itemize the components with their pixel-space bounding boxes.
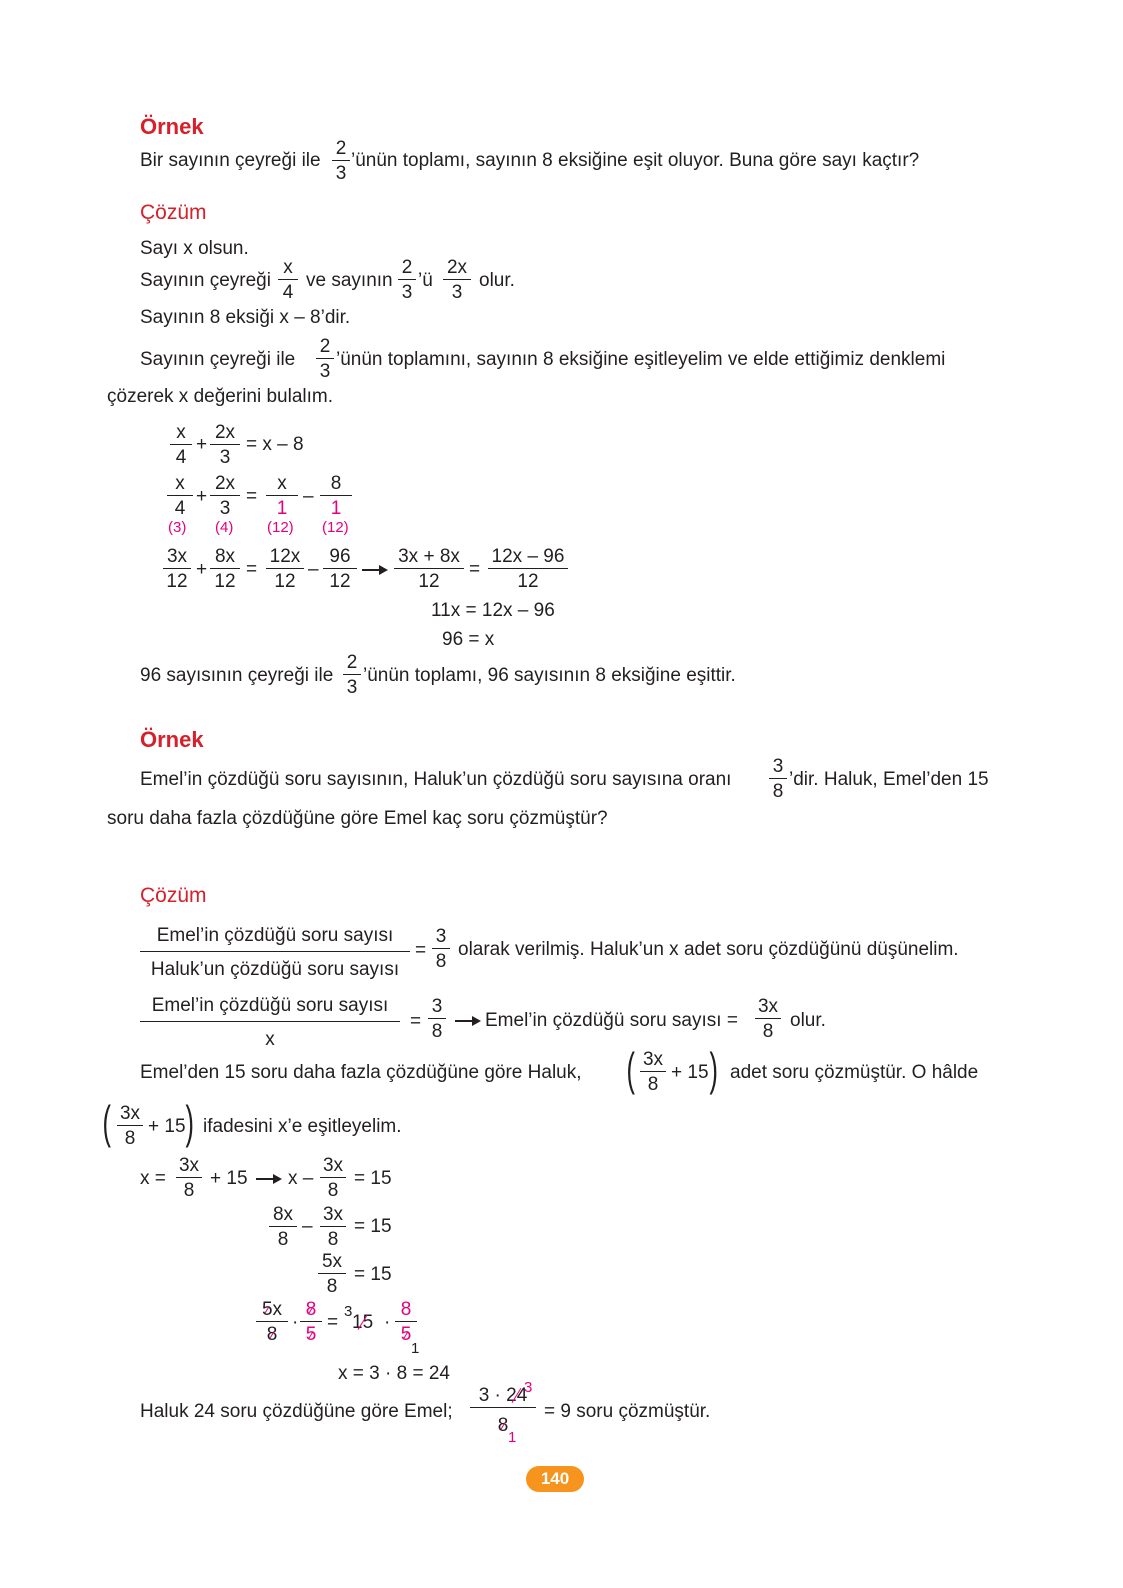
solution-heading: Çözüm	[140, 884, 207, 907]
equation: x = 3 · 8 = 24	[338, 1363, 450, 1384]
equation: 96 = x	[442, 629, 495, 650]
fraction: $\frac{2}{3}$	[332, 139, 350, 183]
solution-text: Sayı x olsun.	[140, 238, 249, 259]
arrow-icon	[362, 569, 386, 571]
fraction: $\frac{2}{3}$	[398, 258, 416, 302]
example-heading: Örnek	[140, 727, 204, 752]
example-heading: Örnek	[140, 114, 204, 139]
fraction: $\frac{x}{4}$	[278, 258, 298, 302]
arrow-icon	[455, 1020, 479, 1022]
page-number: 140	[526, 1466, 584, 1492]
fraction: $\frac{2x}{3}$	[443, 258, 471, 302]
fraction: $\frac{2}{3}$	[316, 337, 334, 381]
equation: 11x = 12x – 96	[431, 600, 555, 621]
solution-text: Sayının 8 eksiği x – 8’dir.	[140, 307, 351, 328]
solution-heading: Çözüm	[140, 201, 207, 224]
arrow-icon	[256, 1178, 280, 1180]
